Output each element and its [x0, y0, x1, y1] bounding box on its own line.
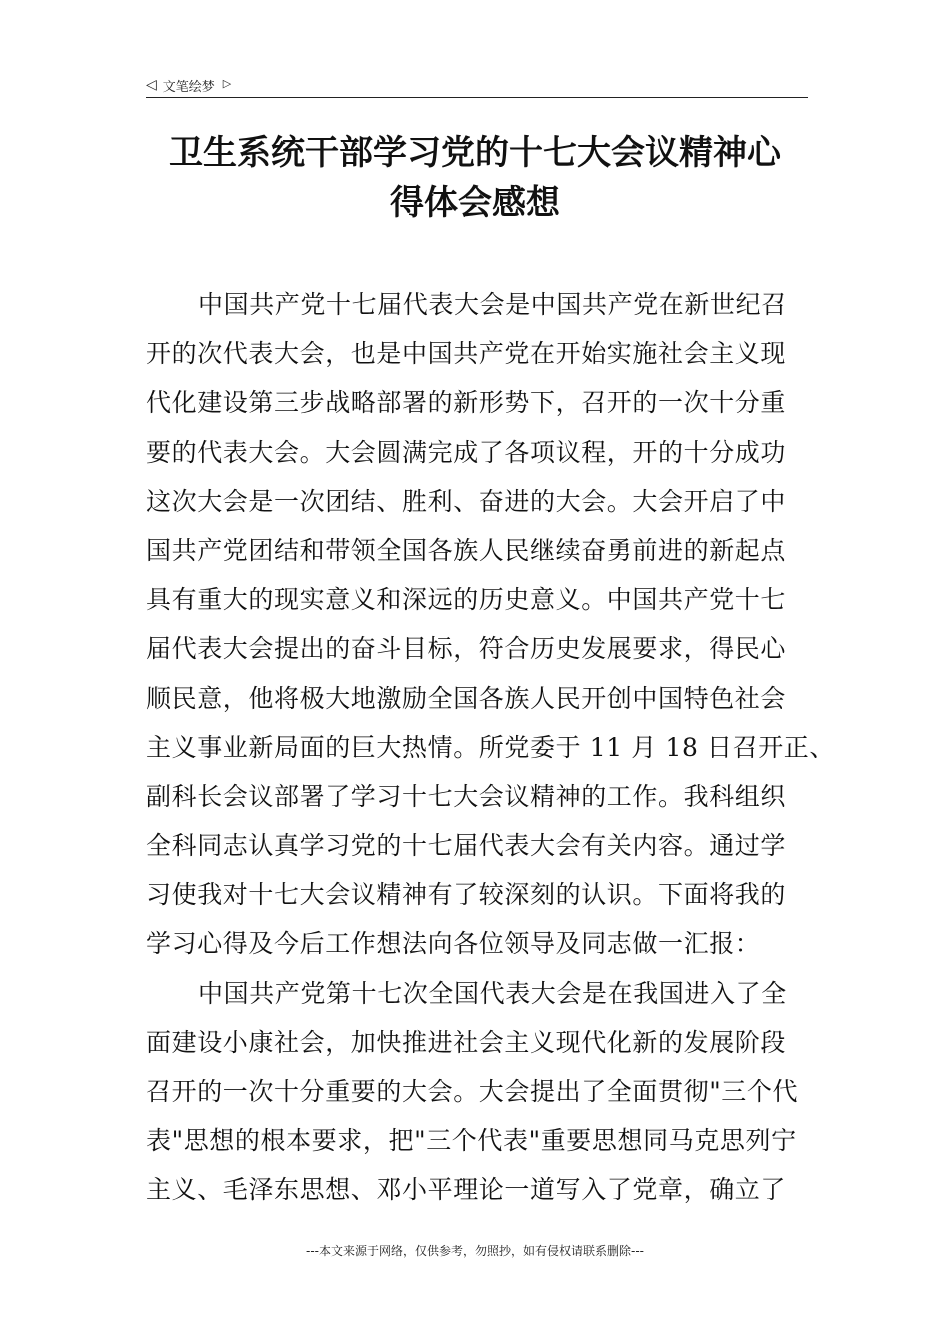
body-line: 习使我对十七大会议精神有了较深刻的认识。下面将我的 [146, 880, 787, 910]
title-line-2: 得体会感想 [390, 183, 560, 223]
body-line: 国共产党团结和带领全国各族人民继续奋勇前进的新起点 [146, 535, 787, 565]
body-line: 代化建设第三步战略部署的新形势下，召开的一次十分重 [146, 388, 787, 418]
header-text: 文笔绘梦 [162, 79, 215, 95]
document-title [120, 128, 830, 228]
body-line: 中国共产党第十七次全国代表大会是在我国进入了全 [198, 978, 787, 1008]
body-line: 表"思想的根本要求，把"三个代表"重要思想同马克思列宁 [146, 1126, 797, 1156]
body-line: 副科长会议部署了学习十七大会议精神的工作。我科组织 [146, 781, 787, 811]
body-line: 这次大会是一次团结、胜利、奋进的大会。大会开启了中 [146, 486, 787, 516]
footer-disclaimer: ---本文来源于网络，仅供参考，勿照抄，如有侵权请联系删除--- [306, 1244, 644, 1258]
body-line: 主义事业新局面的巨大热情。所党委于 11 月 18 日召开正、 [146, 732, 836, 762]
body-line: 开的次代表大会，也是中国共产党在开始实施社会主义现 [146, 339, 787, 369]
title-line-1: 卫生系统干部学习党的十七大会议精神心 [169, 133, 781, 173]
body-line: 主义、毛泽东思想、邓小平理论一道写入了党章，确立了 [146, 1175, 787, 1205]
body-line: 召开的一次十分重要的大会。大会提出了全面贯彻"三个代 [146, 1077, 799, 1106]
triangle-left-icon: ◁ [146, 77, 157, 93]
body-line: 届代表大会提出的奋斗目标，符合历史发展要求，得民心 [146, 634, 787, 664]
body-line: 具有重大的现实意义和深远的历史意义。中国共产党十七 [146, 585, 787, 615]
body-line: 中国共产党十七届代表大会是中国共产党在新世纪召 [198, 290, 787, 319]
body-line: 学习心得及今后工作想法向各位领导及同志做一汇报： [146, 929, 761, 959]
page-header [146, 74, 808, 96]
triangle-right-icon: ▷ [222, 76, 232, 90]
header-divider [146, 97, 808, 98]
body-line: 面建设小康社会，加快推进社会主义现代化新的发展阶段 [146, 1027, 787, 1057]
body-line: 要的代表大会。大会圆满完成了各项议程，开的十分成功 [146, 437, 787, 467]
body-line: 顺民意，他将极大地激励全国各族人民开创中国特色社会 [146, 683, 787, 713]
body-line: 全科同志认真学习党的十七届代表大会有关内容。通过学 [146, 831, 787, 861]
document-body [146, 280, 836, 1215]
